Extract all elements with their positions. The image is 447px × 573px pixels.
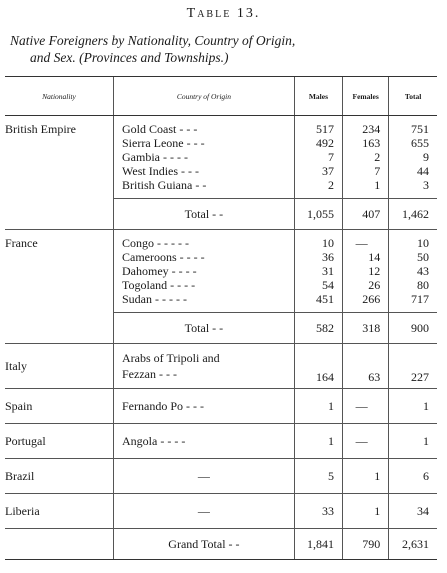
origin-line-2: Fezzan - - -: [122, 367, 177, 381]
origin-cell: —: [114, 494, 295, 529]
table-row: [5, 459, 437, 494]
total-cell: 1: [389, 389, 437, 424]
males-cell: 54: [294, 278, 342, 292]
males-cell: 2: [294, 178, 342, 192]
table-row: [5, 264, 437, 278]
females-cell: —: [343, 389, 389, 424]
females-cell: 63: [343, 344, 389, 389]
subtotal-row: [5, 313, 437, 344]
total-cell: 1: [389, 424, 437, 459]
females-cell: 26: [343, 278, 389, 292]
table-caption: [10, 32, 440, 66]
header-total: Total: [389, 77, 437, 116]
origin-cell: Gambia - - - -: [114, 150, 295, 164]
origin-cell: Angola - - - -: [114, 424, 295, 459]
males-cell: 36: [294, 250, 342, 264]
males-cell: 492: [294, 136, 342, 150]
subtotal-label: Total - -: [114, 313, 295, 344]
nationality-italy: Italy: [5, 344, 114, 389]
header-row: [5, 77, 437, 116]
nationality-france: France: [5, 236, 38, 250]
males-cell: 5: [294, 459, 342, 494]
males-cell: 31: [294, 264, 342, 278]
total-cell: 9: [389, 150, 437, 164]
origin-cell: —: [114, 459, 295, 494]
nationality-spain: Spain: [5, 389, 114, 424]
grand-total-females: 790: [343, 529, 389, 560]
subtotal-females: 318: [343, 313, 389, 344]
total-cell: 6: [389, 459, 437, 494]
table-row: [5, 292, 437, 306]
table-row: [5, 344, 437, 389]
females-cell: 1: [343, 494, 389, 529]
table-title: Table 13.: [186, 6, 261, 21]
males-cell: 33: [294, 494, 342, 529]
subtotal-males: 1,055: [294, 199, 342, 230]
males-cell: 1: [294, 424, 342, 459]
origin-cell: Cameroons - - - -: [114, 250, 295, 264]
subtotal-total: 900: [389, 313, 437, 344]
nationality-british: British Empire: [5, 122, 76, 136]
males-cell: 7: [294, 150, 342, 164]
origin-cell: Sudan - - - - -: [114, 292, 295, 306]
total-cell: 751: [389, 122, 437, 136]
header-nationality: Nationality: [5, 77, 114, 116]
females-cell: 1: [343, 459, 389, 494]
origin-line-1: Arabs of Tripoli and: [122, 351, 220, 365]
origin-cell: West Indies - - -: [114, 164, 295, 178]
origin-cell: Fernando Po - - -: [114, 389, 295, 424]
total-cell: 50: [389, 250, 437, 264]
table-row: [5, 136, 437, 150]
grand-total-label: Grand Total - -: [114, 529, 295, 560]
females-cell: 12: [343, 264, 389, 278]
origin-cell: Dahomey - - - -: [114, 264, 295, 278]
nationality-brazil: Brazil: [5, 459, 114, 494]
grand-total-males: 1,841: [294, 529, 342, 560]
subtotal-males: 582: [294, 313, 342, 344]
table-row: [5, 389, 437, 424]
origin-cell: Congo - - - - -: [114, 236, 295, 250]
table-row: [5, 236, 437, 250]
header-males: Males: [294, 77, 342, 116]
females-cell: 14: [343, 250, 389, 264]
total-cell: 655: [389, 136, 437, 150]
origin-cell: Sierra Leone - - -: [114, 136, 295, 150]
total-cell: 34: [389, 494, 437, 529]
table-row: [5, 494, 437, 529]
table-row: [5, 150, 437, 164]
males-cell: 164: [294, 344, 342, 389]
origin-cell: Gold Coast - - -: [114, 122, 295, 136]
table-row: [5, 122, 437, 136]
total-cell: 43: [389, 264, 437, 278]
table-row: [5, 424, 437, 459]
males-cell: 1: [294, 389, 342, 424]
females-cell: 7: [343, 164, 389, 178]
subtotal-row: [5, 199, 437, 230]
females-cell: —: [343, 424, 389, 459]
females-cell: —: [343, 236, 389, 250]
table-row: [5, 164, 437, 178]
table-row: [5, 178, 437, 192]
table-row: [5, 278, 437, 292]
total-cell: 10: [389, 236, 437, 250]
males-cell: 37: [294, 164, 342, 178]
females-cell: 2: [343, 150, 389, 164]
subtotal-label: Total - -: [114, 199, 295, 230]
subtotal-females: 407: [343, 199, 389, 230]
subtotal-total: 1,462: [389, 199, 437, 230]
females-cell: 163: [343, 136, 389, 150]
table-row: [5, 250, 437, 264]
caption-line-2: and Sex. (Provinces and Townships.): [30, 50, 229, 65]
total-cell: 3: [389, 178, 437, 192]
total-cell: 80: [389, 278, 437, 292]
males-cell: 517: [294, 122, 342, 136]
total-cell: 227: [389, 344, 437, 389]
total-cell: 44: [389, 164, 437, 178]
grand-total-total: 2,631: [389, 529, 437, 560]
females-cell: 1: [343, 178, 389, 192]
males-cell: 451: [294, 292, 342, 306]
header-origin: Country of Origin: [114, 77, 295, 116]
origin-cell: Togoland - - - -: [114, 278, 295, 292]
total-cell: 717: [389, 292, 437, 306]
grand-total-row: [5, 529, 437, 560]
nationality-portugal: Portugal: [5, 424, 114, 459]
females-cell: 234: [343, 122, 389, 136]
caption-line-1: Native Foreigners by Nationality, Country of Origin,: [10, 33, 296, 48]
females-cell: 266: [343, 292, 389, 306]
nationality-liberia: Liberia: [5, 494, 114, 529]
origin-cell: [114, 344, 295, 389]
males-cell: 10: [294, 236, 342, 250]
nationality-table: [5, 76, 437, 560]
origin-cell: British Guiana - -: [114, 178, 295, 192]
header-females: Females: [343, 77, 389, 116]
